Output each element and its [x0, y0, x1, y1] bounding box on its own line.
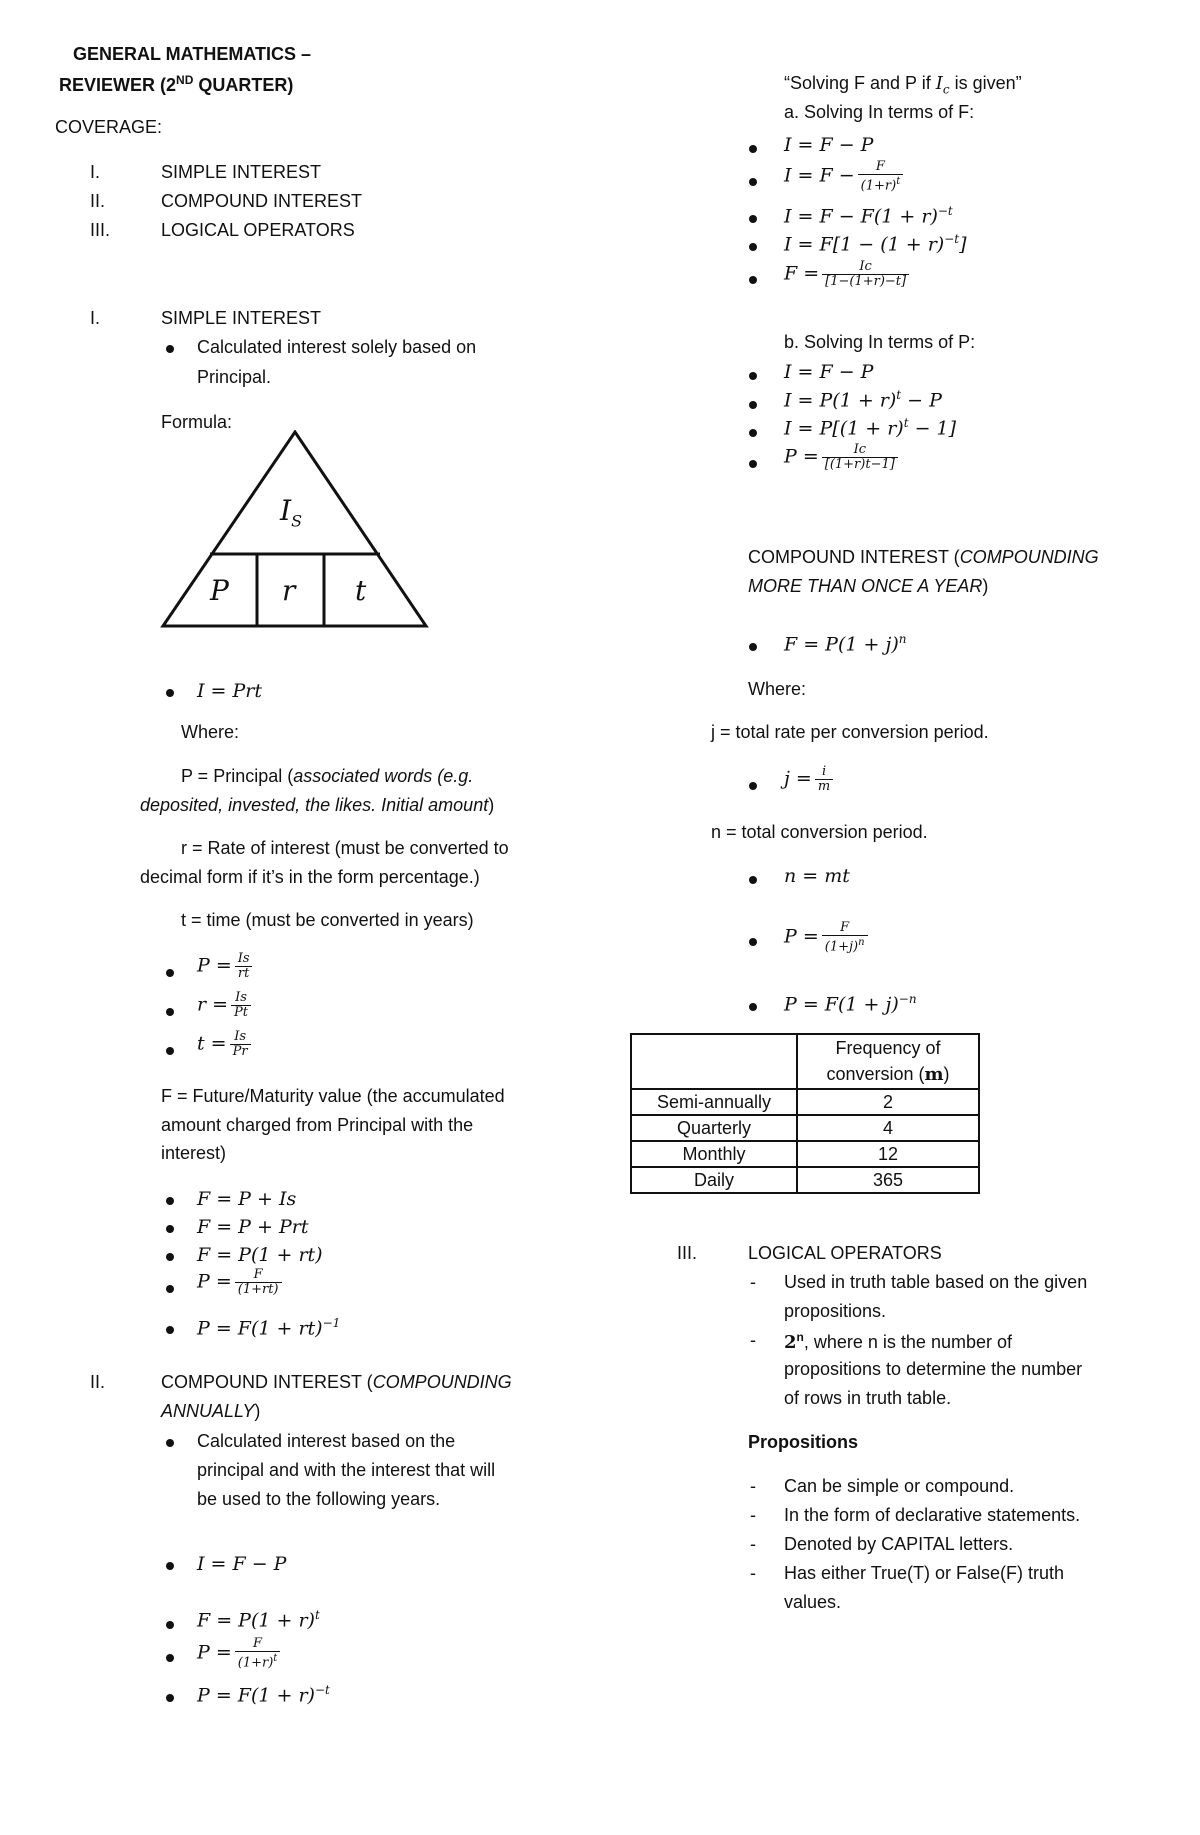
- bullet: [166, 1562, 174, 1570]
- compound-multi-heading-line1: COMPOUND INTEREST (COMPOUNDING: [748, 547, 1099, 567]
- simple-desc-line1: Calculated interest solely based on: [197, 337, 477, 357]
- coverage-item-2: COMPOUND INTEREST: [161, 191, 363, 211]
- solving-title: “Solving F and P if $I_c$ is given”: [784, 73, 1022, 97]
- bullet: [166, 1197, 174, 1205]
- bullet: [166, 1285, 174, 1293]
- proposition-item: In the form of declarative statements.: [784, 1505, 1081, 1525]
- compound-section-num: II.: [90, 1372, 106, 1392]
- solving-part-b-label: b. Solving In terms of P:: [784, 332, 976, 352]
- logical-desc1-line1: Used in truth table based on the given: [784, 1272, 1088, 1292]
- table-cell-label: Monthly: [631, 1141, 797, 1167]
- doc-title-line1: GENERAL MATHEMATICS –: [73, 44, 312, 64]
- solve-p-step2: $I = P(1 + r)^t - P$: [784, 388, 942, 412]
- table-cell-value: 365: [797, 1167, 979, 1193]
- compound-desc-line1: Calculated interest based on the: [197, 1431, 456, 1451]
- rate-definition-line1: r = Rate of interest (must be converted to: [181, 838, 509, 858]
- dash-bullet: -: [750, 1272, 756, 1292]
- future-value-definition-line2: amount charged from Principal with the: [161, 1115, 474, 1135]
- table-cell-label: Quarterly: [631, 1115, 797, 1141]
- future-value-formula-2: F = P + Prt: [197, 1216, 309, 1238]
- logical-section-num: III.: [677, 1243, 698, 1263]
- compound-section-heading-line1: COMPOUND INTEREST (COMPOUNDING: [161, 1372, 512, 1392]
- dash-bullet: -: [750, 1476, 756, 1496]
- bullet: [166, 1654, 174, 1662]
- principal-definition-line2: deposited, invested, the likes. Initial amount): [140, 795, 495, 815]
- bullet: [166, 969, 174, 977]
- dash-bullet: -: [750, 1534, 756, 1554]
- bullet: [749, 876, 757, 884]
- solve-f-step2: I = F − $\frac{F}{(1+r)^t}$: [784, 160, 903, 193]
- proposition-item: Has either True(T) or False(F) truth: [784, 1563, 1065, 1583]
- bullet: [749, 276, 757, 284]
- bullet: [166, 1225, 174, 1233]
- bullet: [166, 1621, 174, 1629]
- where-label: Where:: [181, 722, 240, 742]
- future-value-formula-3: F = P(1 + rt): [197, 1244, 323, 1266]
- bullet: [749, 429, 757, 437]
- bullet: [749, 215, 757, 223]
- compound-principal-negative-formula: $P = F(1 + r)^{-t}$: [197, 1683, 330, 1707]
- table-cell-label: Semi-annually: [631, 1089, 797, 1115]
- bullet: [749, 243, 757, 251]
- compound-desc-line3: be used to the following years.: [197, 1489, 441, 1509]
- bullet: [749, 782, 757, 790]
- bullet: [749, 1003, 757, 1011]
- bullet: [166, 1439, 174, 1447]
- simple-desc-line2: Principal.: [197, 367, 272, 387]
- solving-part-a-label: a. Solving In terms of F:: [784, 102, 975, 122]
- compound-future-formula: $F = P(1 + r)^t$: [197, 1608, 320, 1632]
- principal-from-future-formula: P = $\frac{F}{(1+rt)}$: [197, 1268, 282, 1297]
- solve-f-step4: $I = F[1 - (1 + r)^{-t}]$: [784, 232, 967, 256]
- formula-label: Formula:: [161, 412, 233, 432]
- frequency-table: [630, 1033, 980, 1194]
- proposition-item-continued: values.: [784, 1592, 842, 1612]
- table-cell-label: Daily: [631, 1167, 797, 1193]
- rate-formula: r = $\frac{Is}{Pt}$: [197, 991, 251, 1020]
- table-header-frequency: Frequency of conversion (m): [797, 1034, 979, 1089]
- triangle-interest: $I_S$: [280, 494, 303, 531]
- compound-multi-heading-line2: MORE THAN ONCE A YEAR): [748, 576, 989, 596]
- bullet: [749, 145, 757, 153]
- coverage-item-3: LOGICAL OPERATORS: [161, 220, 355, 240]
- bullet: [749, 643, 757, 651]
- j-definition: j = total rate per conversion period.: [711, 722, 989, 742]
- coverage-num-1: I.: [90, 162, 101, 182]
- table-row: [631, 1089, 979, 1115]
- table-row: [631, 1141, 979, 1167]
- dash-bullet: -: [750, 1563, 756, 1583]
- table-cell-value: 12: [797, 1141, 979, 1167]
- simple-interest-formula: I = Prt: [197, 680, 263, 702]
- solve-p-result: P = $\frac{Ic}{[(1+r)t-1]}$: [784, 443, 898, 472]
- bullet: [166, 1253, 174, 1261]
- triangle-rate: r: [282, 574, 296, 607]
- bullet: [166, 1047, 174, 1055]
- table-row: [631, 1167, 979, 1193]
- dash-bullet: -: [750, 1505, 756, 1525]
- table-row: [631, 1115, 979, 1141]
- compound-section-heading-line2: ANNUALLY): [161, 1401, 261, 1421]
- logical-desc2-line2: propositions to determine the number: [784, 1359, 1083, 1379]
- bullet: [166, 689, 174, 697]
- solve-f-step1: I = F − P: [784, 134, 874, 156]
- future-value-definition-line3: interest): [161, 1143, 227, 1163]
- logical-section-heading: LOGICAL OPERATORS: [748, 1243, 942, 1263]
- multi-principal-negative-formula: $P = F(1 + j)^{-n}$: [784, 992, 917, 1016]
- logical-desc1-line2: propositions.: [784, 1301, 887, 1321]
- simple-section-heading: SIMPLE INTEREST: [161, 308, 322, 328]
- propositions-heading: Propositions: [748, 1432, 859, 1452]
- proposition-item: Denoted by CAPITAL letters.: [784, 1534, 1014, 1554]
- triangle-principal: P: [210, 574, 229, 607]
- principal-formula: P = $\frac{Is}{rt}$: [197, 952, 253, 981]
- compound-multi-formula: $F = P(1 + j)^n$: [784, 632, 907, 656]
- time-formula: t = $\frac{Is}{Pr}$: [197, 1030, 251, 1059]
- principal-definition-line1: P = Principal (associated words (e.g.: [181, 766, 474, 786]
- rate-definition-line2: decimal form if it’s in the form percentage.): [140, 867, 480, 887]
- bullet: [166, 345, 174, 353]
- triangle-time: t: [355, 574, 367, 607]
- future-value-formula-1: F = P + Is: [197, 1188, 297, 1210]
- logical-desc2-line3: of rows in truth table.: [784, 1388, 952, 1408]
- n-formula: n = mt: [784, 865, 850, 887]
- bullet: [749, 372, 757, 380]
- dash-bullet: -: [750, 1330, 756, 1350]
- logical-desc2-line1: 2$^n$, where n is the number of: [784, 1330, 1012, 1353]
- bullet: [166, 1326, 174, 1334]
- bullet: [166, 1694, 174, 1702]
- compound-principal-formula: P = $\frac{F}{(1+r)^t}$: [197, 1637, 280, 1670]
- table-header-empty: [631, 1034, 797, 1089]
- table-cell-value: 2: [797, 1089, 979, 1115]
- multi-principal-formula: P = $\frac{F}{(1+j)^n}$: [784, 921, 868, 954]
- simple-section-num: I.: [90, 308, 101, 328]
- doc-title-line2: REVIEWER (2ND QUARTER): [59, 73, 294, 95]
- future-value-definition-line1: F = Future/Maturity value (the accumulated: [161, 1086, 505, 1106]
- solve-p-step1: I = F − P: [784, 361, 874, 383]
- table-cell-value: 4: [797, 1115, 979, 1141]
- j-formula: j = $\frac{i}{m}$: [784, 765, 833, 794]
- principal-negative-exponent-formula: P = F(1 + rt)$^{-1}$: [197, 1316, 341, 1340]
- solve-p-step3: $I = P[(1 + r)^t - 1]$: [784, 416, 957, 440]
- coverage-item-1: SIMPLE INTEREST: [161, 162, 322, 182]
- bullet: [749, 401, 757, 409]
- time-definition: t = time (must be converted in years): [181, 910, 474, 930]
- compound-interest-formula: I = F − P: [197, 1553, 287, 1575]
- compound-multi-where: Where:: [748, 679, 807, 699]
- bullet: [166, 1008, 174, 1016]
- coverage-label: COVERAGE:: [55, 117, 163, 137]
- bullet: [749, 178, 757, 186]
- coverage-num-2: II.: [90, 191, 106, 211]
- solve-f-result: F = $\frac{Ic}{[1-(1+r)-t]}$: [784, 260, 909, 289]
- solve-f-step3: $I = F - F(1 + r)^{-t}$: [784, 204, 953, 228]
- proposition-item: Can be simple or compound.: [784, 1476, 1015, 1496]
- bullet: [749, 938, 757, 946]
- n-definition: n = total conversion period.: [711, 822, 928, 842]
- table-header-row: [631, 1034, 979, 1089]
- coverage-num-3: III.: [90, 220, 111, 240]
- compound-desc-line2: principal and with the interest that will: [197, 1460, 496, 1480]
- bullet: [749, 460, 757, 468]
